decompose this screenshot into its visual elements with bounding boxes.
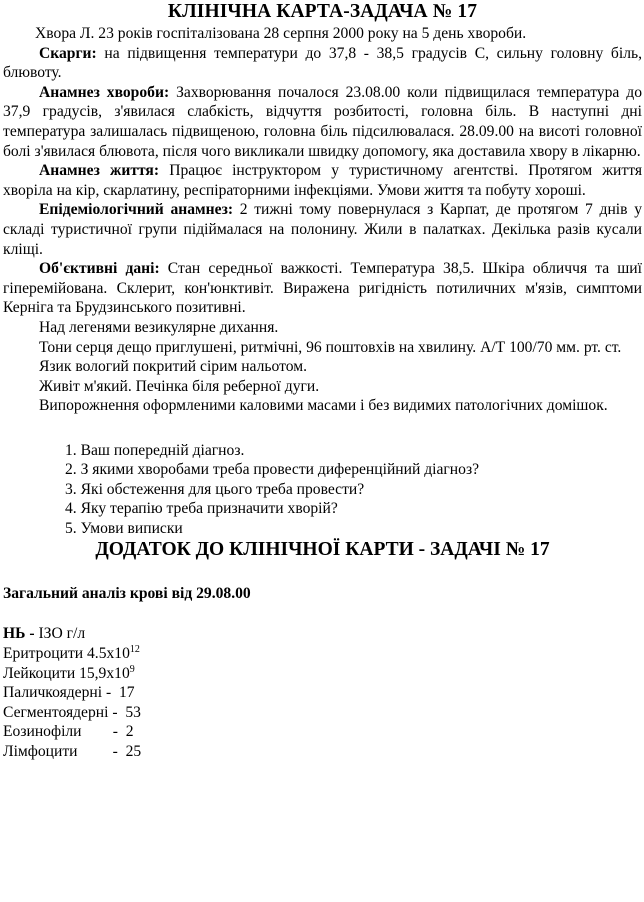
hb-value: ІЗО г/л	[38, 625, 86, 643]
erythrocytes-label: Еритроцити 4.5х10	[3, 644, 130, 662]
blood-row-segmented: Сегментоядерні - 53	[3, 703, 141, 721]
hb-label: НЬ -	[3, 625, 39, 643]
life-history-paragraph	[3, 161, 642, 200]
objective-paragraph	[3, 259, 642, 318]
blood-row-eosinophils: Еозинофіли - 2	[3, 723, 134, 741]
question-list	[3, 441, 642, 539]
erythrocytes-exponent: 12	[129, 643, 140, 655]
finding-abdomen: Живіт м'який. Печінка біля реберної дуги.	[39, 377, 320, 395]
blood-test-heading: Загальний аналіз крові від 29.08.00	[3, 585, 251, 603]
finding-tongue: Язик вологий покритий сірим нальотом.	[39, 358, 307, 376]
complaints-text: на підвищення температури до 37,8 - 38,5 градусів С, сильну головну біль, блювоту.	[3, 44, 642, 82]
epidemiological-paragraph	[3, 200, 642, 259]
spacer	[3, 416, 642, 441]
question-item: 4. Яку терапію треба призначити хворій?	[65, 500, 338, 518]
disease-history-label: Анамнез хвороби:	[39, 83, 170, 101]
disease-history-text: Захворювання почалося 23.08.00 коли підвищилася температура до 37,9 градусів, з'явилася слабкість, відчуття розбитості, головна біль. В наступні дні температура залишалась підвищеною, головна біль підсилювалася. 28.09.00 на висоті головної болі з'явилася блювота, після чого викликали швидку допомогу, яка доставила хвору в лікарню.	[3, 83, 642, 160]
leukocytes-exponent: 9	[129, 663, 135, 675]
life-history-label: Анамнез життя:	[39, 162, 160, 180]
blood-test-results	[3, 624, 642, 761]
question-item: 1. Ваш попередній діагноз.	[65, 441, 245, 459]
life-history-text: Працює інструктором у туристичному агентстві. Протягом життя хворіла на кір, скарлатину, респіраторними інфекціями. Умови життя та побуту хороші.	[3, 162, 642, 199]
blood-row-lymphocytes: Лімфоцити - 25	[3, 742, 142, 760]
question-item: 3. Які обстеження для цього треба провести?	[65, 480, 365, 498]
question-item: 2. З якими хворобами треба провести диференційний діагноз?	[65, 461, 480, 479]
blood-row-band: Паличкоядерні - 17	[3, 684, 135, 702]
appendix-title: ДОДАТОК ДО КЛІНІЧНОЇ КАРТИ - ЗАДАЧІ № 17	[95, 539, 550, 561]
epidemiological-text: 2 тижні тому повернулася з Карпат, де протягом 7 днів у складі туристичної групи підіймалася на полонину. Жили в палатках. Декілька разів кусали кліщі.	[3, 201, 642, 258]
complaints-label: Скарги:	[39, 44, 97, 62]
blood-row-hb	[3, 624, 642, 644]
epidemiological-label: Епідеміологічний анамнез:	[39, 201, 234, 219]
question-item: 5. Умови виписки	[65, 519, 183, 537]
blood-row-erythrocytes	[3, 644, 642, 664]
disease-history-paragraph	[3, 83, 642, 161]
finding-lungs: Над легенями везикулярне дихання.	[39, 318, 279, 336]
blood-row-leukocytes	[3, 664, 642, 684]
objective-text: Стан середньої важкості. Температура 38,5. Шкіра обличчя та шиї гіперемійована. Склерит, кон'юнктивіт. Виражена ригідність потиличних м'язів, симптоми Керніга та Брудзинського позитивні.	[3, 260, 642, 317]
page-title: КЛІНІЧНА КАРТА-ЗАДАЧА № 17	[167, 1, 478, 22]
leukocytes-label: Лейкоцити 15,9х10	[3, 664, 130, 682]
objective-label: Об'єктивні дані:	[39, 260, 160, 278]
intro-paragraph: Хвора Л. 23 років госпіталізована 28 серпня 2000 року на 5 день хвороби.	[35, 25, 527, 42]
complaints-paragraph	[3, 44, 642, 83]
finding-stool: Випорожнення оформленими каловими масами і без видимих патологічних домішок.	[39, 397, 608, 415]
finding-heart: Тони серця дещо приглушені, ритмічні, 96 поштовхів на хвилину. А/Т 100/70 мм. рт. ст.	[39, 338, 622, 356]
